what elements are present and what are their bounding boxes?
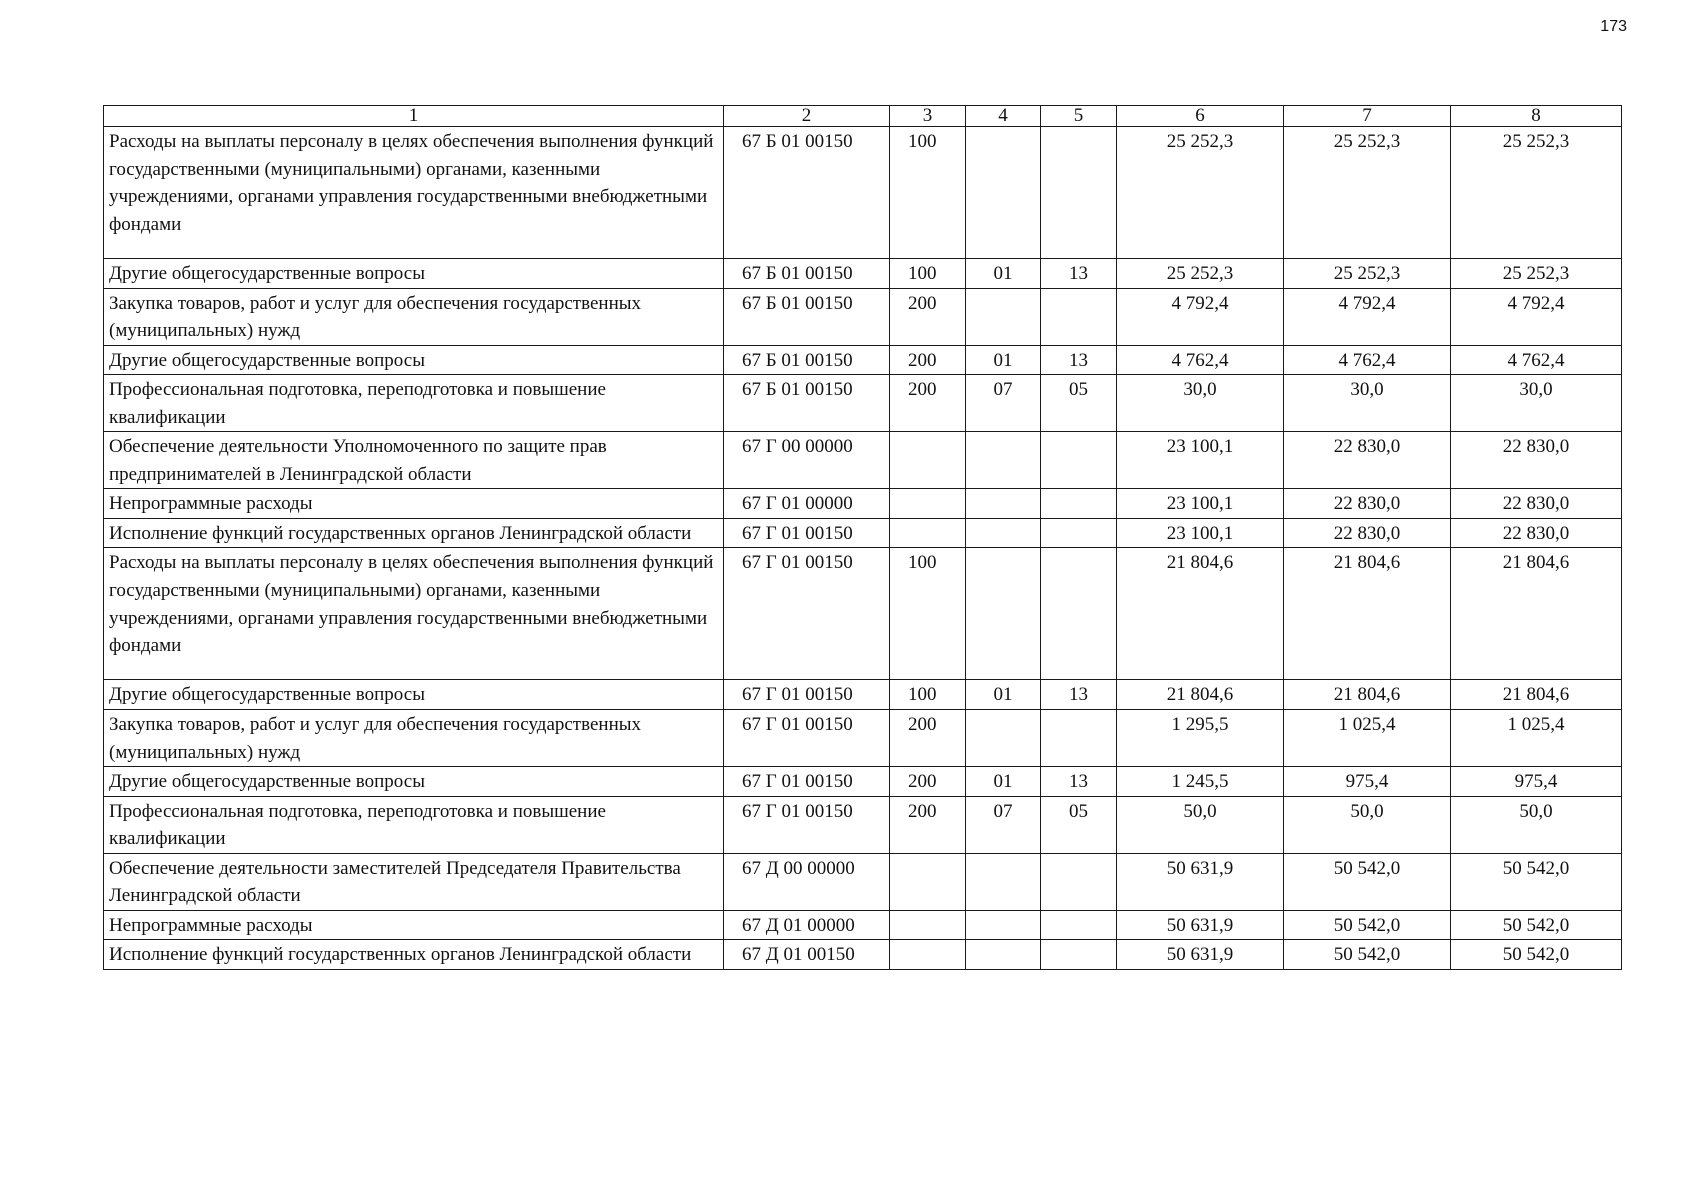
section-code <box>966 853 1041 910</box>
section-code: 07 <box>966 375 1041 432</box>
column-header-2: 2 <box>724 106 890 127</box>
section-code <box>966 548 1041 680</box>
table-row <box>104 259 1622 289</box>
page-number: 173 <box>1600 18 1627 35</box>
row-name: Другие общегосударственные вопросы <box>104 767 724 797</box>
section-code <box>966 518 1041 548</box>
column-header-7: 7 <box>1284 106 1451 127</box>
target-article-code: 67 Б 01 00150 <box>724 259 890 289</box>
amount-col-7: 4 762,4 <box>1284 345 1451 375</box>
row-name: Закупка товаров, работ и услуг для обеспечения государственных (муниципальных) нужд <box>104 710 724 767</box>
amount-col-7: 50,0 <box>1284 796 1451 853</box>
amount-col-6: 1 245,5 <box>1117 767 1284 797</box>
target-article-code: 67 Б 01 00150 <box>724 345 890 375</box>
target-article-code: 67 Б 01 00150 <box>724 127 890 259</box>
section-code: 01 <box>966 259 1041 289</box>
target-article-code: 67 Д 00 00000 <box>724 853 890 910</box>
subsection-code <box>1041 432 1117 489</box>
subsection-code <box>1041 548 1117 680</box>
table-row <box>104 680 1622 710</box>
amount-col-6: 21 804,6 <box>1117 680 1284 710</box>
amount-col-8: 25 252,3 <box>1451 127 1622 259</box>
amount-col-8: 50,0 <box>1451 796 1622 853</box>
amount-col-8: 1 025,4 <box>1451 710 1622 767</box>
expense-type-code: 100 <box>890 680 966 710</box>
amount-col-7: 1 025,4 <box>1284 710 1451 767</box>
amount-col-7: 22 830,0 <box>1284 518 1451 548</box>
subsection-code <box>1041 127 1117 259</box>
amount-col-7: 21 804,6 <box>1284 548 1451 680</box>
table-row <box>104 288 1622 345</box>
section-code: 01 <box>966 767 1041 797</box>
amount-col-8: 50 542,0 <box>1451 853 1622 910</box>
subsection-code <box>1041 710 1117 767</box>
table-header <box>104 106 1622 127</box>
amount-col-7: 22 830,0 <box>1284 489 1451 519</box>
column-header-1: 1 <box>104 106 724 127</box>
row-name: Расходы на выплаты персоналу в целях обеспечения выполнения функций государственными (муниципальными) органами, казенными учреждениями, органами управления государственными внебюджетными фондами <box>104 127 724 259</box>
expense-type-code: 200 <box>890 345 966 375</box>
subsection-code: 13 <box>1041 767 1117 797</box>
amount-col-7: 4 792,4 <box>1284 288 1451 345</box>
amount-col-6: 25 252,3 <box>1117 127 1284 259</box>
target-article-code: 67 Г 01 00150 <box>724 767 890 797</box>
section-code <box>966 710 1041 767</box>
amount-col-7: 50 542,0 <box>1284 853 1451 910</box>
row-name: Исполнение функций государственных органов Ленинградской области <box>104 518 724 548</box>
expense-type-code: 100 <box>890 548 966 680</box>
subsection-code: 13 <box>1041 680 1117 710</box>
amount-col-8: 22 830,0 <box>1451 432 1622 489</box>
row-name: Непрограммные расходы <box>104 910 724 940</box>
amount-col-7: 25 252,3 <box>1284 259 1451 289</box>
section-code <box>966 940 1041 970</box>
column-header-3: 3 <box>890 106 966 127</box>
section-code: 01 <box>966 345 1041 375</box>
subsection-code: 05 <box>1041 796 1117 853</box>
row-name: Профессиональная подготовка, переподготовка и повышение квалификации <box>104 796 724 853</box>
amount-col-6: 50,0 <box>1117 796 1284 853</box>
section-code <box>966 127 1041 259</box>
amount-col-6: 23 100,1 <box>1117 489 1284 519</box>
section-code: 07 <box>966 796 1041 853</box>
target-article-code: 67 Г 01 00150 <box>724 710 890 767</box>
table-row <box>104 796 1622 853</box>
subsection-code <box>1041 940 1117 970</box>
expense-type-code: 100 <box>890 127 966 259</box>
section-code <box>966 288 1041 345</box>
target-article-code: 67 Б 01 00150 <box>724 288 890 345</box>
target-article-code: 67 Г 01 00150 <box>724 680 890 710</box>
table-row <box>104 432 1622 489</box>
target-article-code: 67 Д 01 00150 <box>724 940 890 970</box>
column-header-6: 6 <box>1117 106 1284 127</box>
amount-col-8: 25 252,3 <box>1451 259 1622 289</box>
table-row <box>104 345 1622 375</box>
expense-type-code <box>890 489 966 519</box>
amount-col-8: 21 804,6 <box>1451 548 1622 680</box>
subsection-code <box>1041 489 1117 519</box>
target-article-code: 67 Г 01 00150 <box>724 796 890 853</box>
amount-col-7: 975,4 <box>1284 767 1451 797</box>
expense-type-code: 200 <box>890 767 966 797</box>
table-row <box>104 489 1622 519</box>
target-article-code: 67 Г 01 00000 <box>724 489 890 519</box>
row-name: Непрограммные расходы <box>104 489 724 519</box>
expense-type-code <box>890 940 966 970</box>
amount-col-8: 4 792,4 <box>1451 288 1622 345</box>
subsection-code: 13 <box>1041 259 1117 289</box>
subsection-code <box>1041 853 1117 910</box>
amount-col-7: 30,0 <box>1284 375 1451 432</box>
header-row <box>104 106 1622 127</box>
table-body <box>104 127 1622 970</box>
expense-type-code: 100 <box>890 259 966 289</box>
amount-col-8: 4 762,4 <box>1451 345 1622 375</box>
row-name: Закупка товаров, работ и услуг для обеспечения государственных (муниципальных) нужд <box>104 288 724 345</box>
table-row <box>104 853 1622 910</box>
target-article-code: 67 Г 01 00150 <box>724 548 890 680</box>
amount-col-7: 50 542,0 <box>1284 940 1451 970</box>
expense-type-code <box>890 432 966 489</box>
row-name: Расходы на выплаты персоналу в целях обеспечения выполнения функций государственными (муниципальными) органами, казенными учреждениями, органами управления государственными внебюджетными фондами <box>104 548 724 680</box>
expense-type-code: 200 <box>890 375 966 432</box>
row-name: Обеспечение деятельности заместителей Председателя Правительства Ленинградской области <box>104 853 724 910</box>
section-code <box>966 489 1041 519</box>
budget-table <box>103 105 1622 970</box>
table-row <box>104 910 1622 940</box>
row-name: Другие общегосударственные вопросы <box>104 259 724 289</box>
amount-col-6: 23 100,1 <box>1117 432 1284 489</box>
table-row <box>104 518 1622 548</box>
amount-col-6: 50 631,9 <box>1117 910 1284 940</box>
expense-type-code <box>890 518 966 548</box>
amount-col-8: 21 804,6 <box>1451 680 1622 710</box>
subsection-code <box>1041 518 1117 548</box>
section-code <box>966 432 1041 489</box>
amount-col-8: 50 542,0 <box>1451 910 1622 940</box>
amount-col-6: 50 631,9 <box>1117 940 1284 970</box>
amount-col-7: 25 252,3 <box>1284 127 1451 259</box>
row-name: Другие общегосударственные вопросы <box>104 345 724 375</box>
amount-col-8: 22 830,0 <box>1451 518 1622 548</box>
amount-col-6: 50 631,9 <box>1117 853 1284 910</box>
table-row <box>104 548 1622 680</box>
amount-col-6: 1 295,5 <box>1117 710 1284 767</box>
table-row <box>104 940 1622 970</box>
row-name: Обеспечение деятельности Уполномоченного по защите прав предпринимателей в Ленинградской области <box>104 432 724 489</box>
amount-col-7: 22 830,0 <box>1284 432 1451 489</box>
subsection-code: 13 <box>1041 345 1117 375</box>
table-row <box>104 375 1622 432</box>
table-row <box>104 710 1622 767</box>
amount-col-7: 50 542,0 <box>1284 910 1451 940</box>
target-article-code: 67 Д 01 00000 <box>724 910 890 940</box>
table-row <box>104 767 1622 797</box>
section-code <box>966 910 1041 940</box>
expense-type-code <box>890 853 966 910</box>
amount-col-6: 4 792,4 <box>1117 288 1284 345</box>
column-header-4: 4 <box>966 106 1041 127</box>
table-row <box>104 127 1622 259</box>
amount-col-8: 30,0 <box>1451 375 1622 432</box>
expense-type-code <box>890 910 966 940</box>
subsection-code: 05 <box>1041 375 1117 432</box>
column-header-8: 8 <box>1451 106 1622 127</box>
amount-col-8: 975,4 <box>1451 767 1622 797</box>
amount-col-6: 21 804,6 <box>1117 548 1284 680</box>
row-name: Профессиональная подготовка, переподготовка и повышение квалификации <box>104 375 724 432</box>
amount-col-6: 23 100,1 <box>1117 518 1284 548</box>
amount-col-6: 25 252,3 <box>1117 259 1284 289</box>
target-article-code: 67 Б 01 00150 <box>724 375 890 432</box>
subsection-code <box>1041 910 1117 940</box>
amount-col-6: 30,0 <box>1117 375 1284 432</box>
target-article-code: 67 Г 00 00000 <box>724 432 890 489</box>
row-name: Другие общегосударственные вопросы <box>104 680 724 710</box>
amount-col-8: 22 830,0 <box>1451 489 1622 519</box>
subsection-code <box>1041 288 1117 345</box>
amount-col-6: 4 762,4 <box>1117 345 1284 375</box>
column-header-5: 5 <box>1041 106 1117 127</box>
row-name: Исполнение функций государственных органов Ленинградской области <box>104 940 724 970</box>
expense-type-code: 200 <box>890 796 966 853</box>
expense-type-code: 200 <box>890 288 966 345</box>
expense-type-code: 200 <box>890 710 966 767</box>
section-code: 01 <box>966 680 1041 710</box>
target-article-code: 67 Г 01 00150 <box>724 518 890 548</box>
amount-col-7: 21 804,6 <box>1284 680 1451 710</box>
amount-col-8: 50 542,0 <box>1451 940 1622 970</box>
